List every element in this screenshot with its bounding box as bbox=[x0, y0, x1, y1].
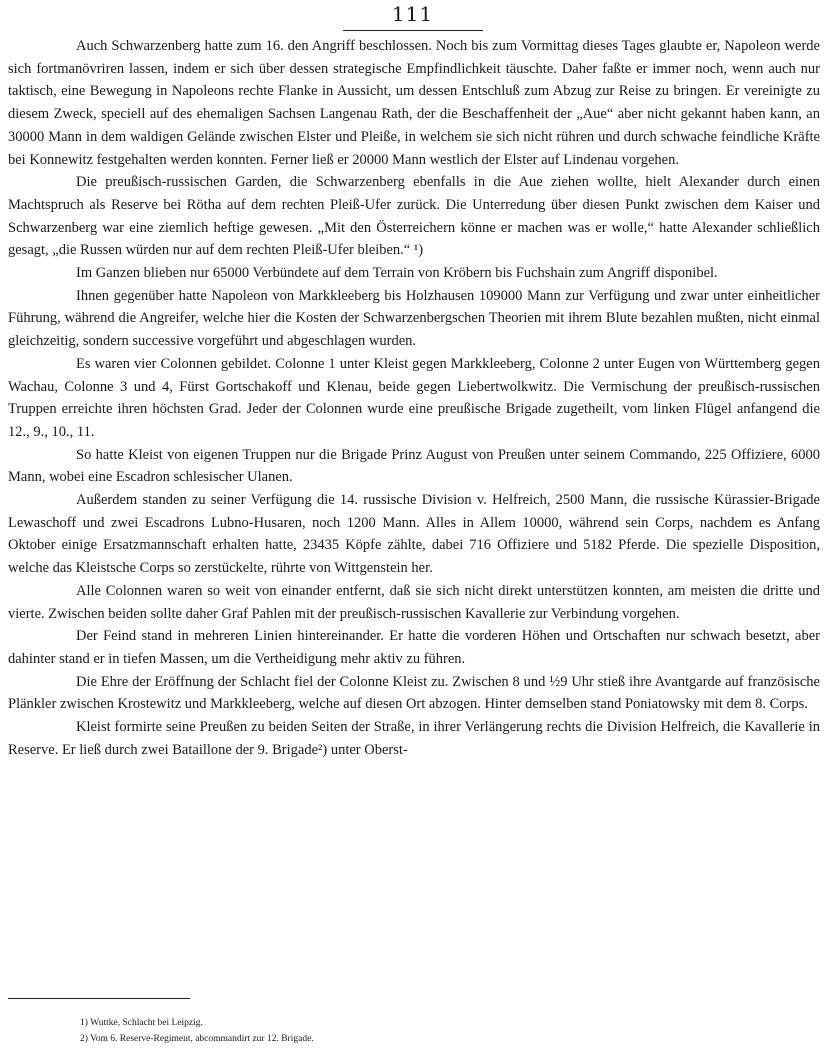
body-text bbox=[8, 35, 820, 762]
paragraph-7: Außerdem standen zu seiner Verfügung die 14. russische Division v. Helfreich, 2500 Mann, die russische Kürassier-Brigade Lewaschoff und zwei Escadrons Lubno-Husaren, noch 1200 Mann. Alles in Allem 10000, während sein Corps, nachdem es Anfang Oktober einige Ersatzmannschaft erhalten hatte, 23435 Köpfe zählte, dabei 716 Offiziere und 5182 Pferde. Die spezielle Disposition, welche das Kleistsche Corps so zerstückelte, rührte von Wittgenstein her. bbox=[8, 492, 820, 577]
paragraph-1: Auch Schwarzenberg hatte zum 16. den Angriff beschlossen. Noch bis zum Vormittag dieses Tages glaubte er, Napoleon werde sich fortmanövriren lassen, indem er sich über dessen strategische Empfindlichkeit täuschte. Daher faßte er immer noch, wenn auch nur taktisch, eine Bewegung in Napoleons rechte Flanke in Aussicht, um dessen Entschluß zum Abzug zur Reise zu bringen. Er vereinigte zu diesem Zweck, speciell auf des ehemaligen Sachsen Langenau Rath, der die Beschaffenheit der „Aue“ aber nicht gekannt haben kann, an 30000 Mann in dem waldigen Gelände zwischen Elster und Pleiße, in welchem sie sich nicht rühren und durch schwache feindliche Kräfte bei Konnewitz festgehalten werden konnten. Ferner ließ er 20000 Mann westlich der Elster auf Lindenau vorgehen. bbox=[8, 38, 820, 168]
footnote-2: 2) Vom 6. Reserve-Regiment, abcommandirt zur 12. Brigade. bbox=[80, 1034, 314, 1044]
footnote-1: 1) Wuttke, Schlacht bei Leipzig. bbox=[80, 1018, 203, 1028]
header-rule bbox=[343, 30, 483, 31]
page-number: 111 bbox=[391, 2, 434, 26]
paragraph-3: Im Ganzen blieben nur 65000 Verbündete auf dem Terrain von Kröbern bis Fuchshain zum Angriff disponibel. bbox=[76, 265, 718, 282]
footnote-rule bbox=[8, 998, 190, 999]
paragraph-2: Die preußisch-russischen Garden, die Schwarzenberg ebenfalls in die Aue ziehen wollte, hielt Alexander durch einen Machtspruch als Reserve bei Rötha auf dem rechten Pleiß-Ufer zurück. Die Unterredung über diesen Punkt zwischen dem Kaiser und Schwarzenberg war eine ziemlich heftige gewesen. „Mit den Österreichern könne er machen was er wolle,“ hatte Alexander schließlich gesagt, „die Russen würden nur auf dem rechten Pleiß-Ufer bleiben.“ ¹) bbox=[8, 174, 820, 259]
paragraph-8: Alle Colonnen waren so weit von einander entfernt, daß sie sich nicht direkt unterstützen konnten, am meisten die dritte und vierte. Zwischen beiden sollte daher Graf Pahlen mit der preußisch-russischen Kavallerie zur Verbindung vorgehen. bbox=[8, 582, 820, 622]
paragraph-10: Die Ehre der Eröffnung der Schlacht fiel der Colonne Kleist zu. Zwischen 8 und ½9 Uhr stieß ihre Avantgarde auf französische Plänkler zwischen Krostewitz und Markkleeberg, welche auf diesen Ort abzogen. Hinter demselben stand Poniatowsky mit dem 8. Corps. bbox=[8, 673, 820, 713]
footnotes bbox=[80, 1015, 314, 1047]
paragraph-9: Der Feind stand in mehreren Linien hintereinander. Er hatte die vorderen Höhen und Ortschaften nur schwach besetzt, aber dahinter stand er in tiefen Massen, um die Vertheidigung mehr aktiv zu führen. bbox=[8, 628, 820, 667]
paragraph-5: Es waren vier Colonnen gebildet. Colonne 1 unter Kleist gegen Markkleeberg, Colonne 2 unter Eugen von Württemberg gegen Wachau, Colonne 3 und 4, Fürst Gortschakoff und Klenau, beide gegen Liebertwolkwitz. Die Vermischung der preußisch-russischen Truppen erreichte ihren höchsten Grad. Jeder der Colonnen wurde eine preußische Brigade zugetheilt, vom linken Flügel anfangend die 12., 9., 10., 11. bbox=[8, 355, 820, 440]
paragraph-6: So hatte Kleist von eigenen Truppen nur die Brigade Prinz August von Preußen unter seinem Commando, 225 Offiziere, 6000 Mann, wobei eine Escadron schlesischer Ulanen. bbox=[8, 446, 820, 486]
paragraph-4: Ihnen gegenüber hatte Napoleon von Markkleeberg bis Holzhausen 109000 Mann zur Verfügung und zwar unter einheitlicher Führung, während die Angreifer, welche hier die Kosten der Schwarzenbergschen Theorien mit ihrem Blute bezahlen mußten, nicht einmal gleichzeitig, sondern successive vorgeführt und abgeschlagen wurden. bbox=[8, 287, 820, 350]
paragraph-11: Kleist formirte seine Preußen zu beiden Seiten der Straße, in ihrer Verlängerung rechts die Division Helfreich, die Kavallerie in Reserve. Er ließ durch zwei Bataillone der 9. Brigade²) unter Oberst- bbox=[8, 719, 820, 758]
